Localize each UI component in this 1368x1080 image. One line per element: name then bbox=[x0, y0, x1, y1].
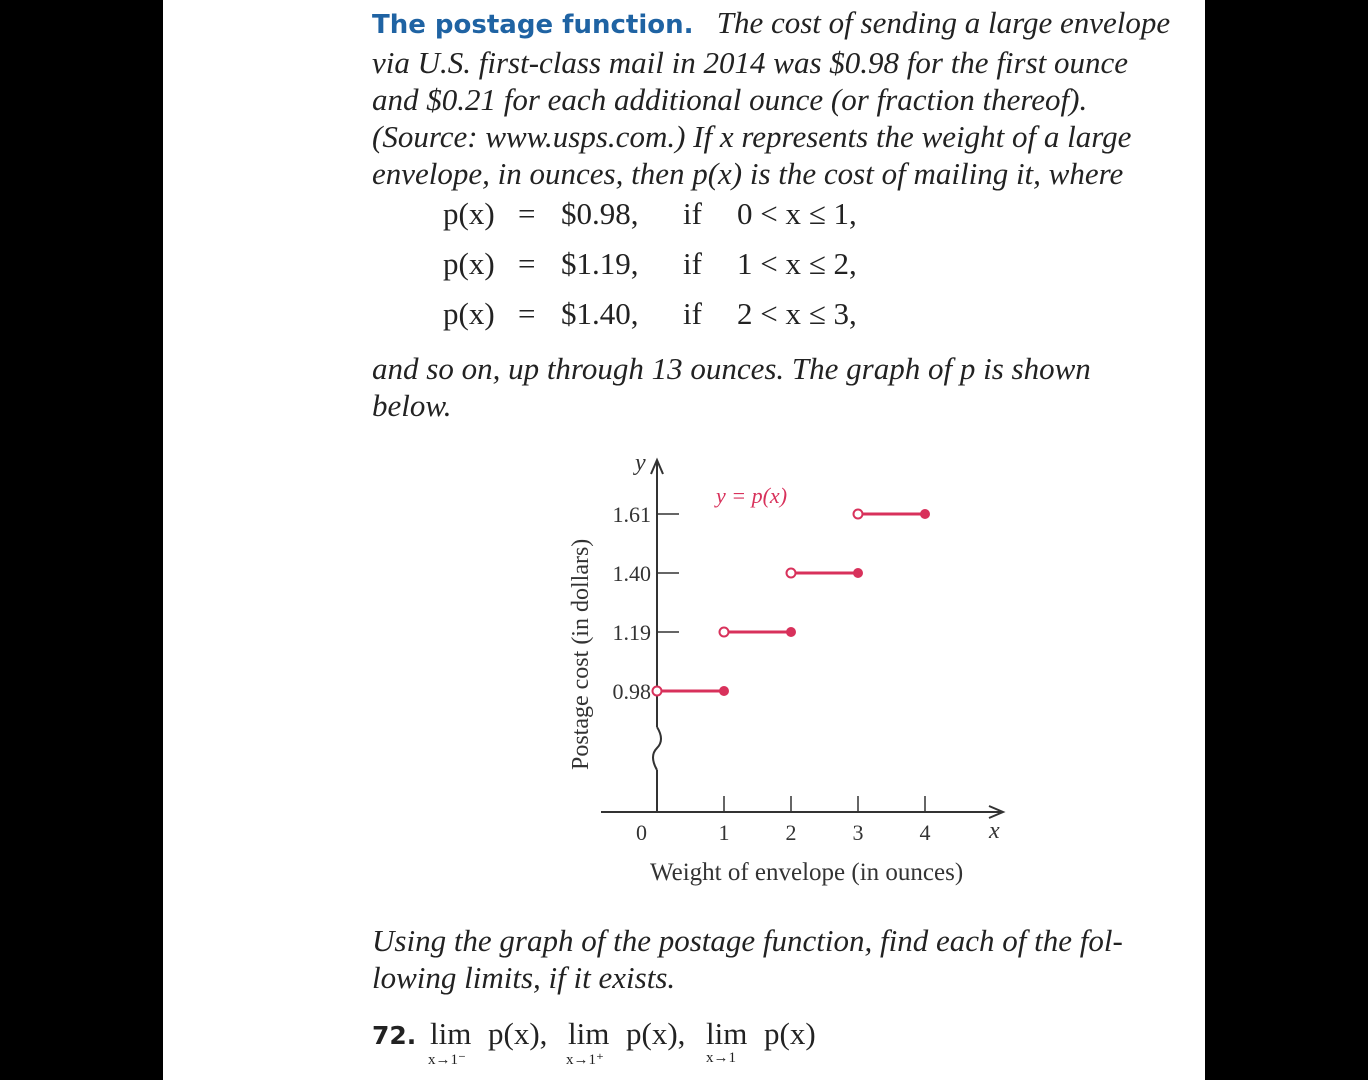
intro-text: The cost of sending a large envelope bbox=[716, 5, 1171, 40]
limit-word: lim bbox=[568, 1016, 610, 1051]
closed-endpoint bbox=[786, 627, 796, 637]
open-endpoint bbox=[653, 687, 662, 696]
limit-2 bbox=[568, 1016, 688, 1076]
case-if: if bbox=[683, 246, 702, 281]
exercise-72 bbox=[372, 1016, 816, 1068]
limit-expression: p(x) bbox=[764, 1016, 816, 1051]
case-condition: 1 < x ≤ 2, bbox=[737, 246, 857, 281]
case-function: p(x) bbox=[443, 296, 495, 331]
case-condition: 2 < x ≤ 3, bbox=[737, 296, 857, 331]
textbook-page bbox=[163, 0, 1205, 1080]
y-tick-label: 1.61 bbox=[612, 502, 651, 527]
closed-endpoint bbox=[719, 686, 729, 696]
case-condition: 0 < x ≤ 1, bbox=[737, 196, 857, 231]
followup-line: and so on, up through 13 ounces. The graph of p is shown bbox=[372, 351, 1091, 386]
y-tick-label: 1.40 bbox=[612, 561, 651, 586]
x-tick-label: 4 bbox=[919, 820, 931, 845]
origin-label: 0 bbox=[636, 820, 647, 845]
intro-line: and $0.21 for each additional ounce (or fraction thereof). bbox=[372, 82, 1088, 117]
case-equals: = bbox=[518, 296, 536, 331]
section-heading: The postage function. bbox=[372, 10, 694, 40]
case-function: p(x) bbox=[443, 246, 495, 281]
followup-line: below. bbox=[372, 388, 452, 423]
case-if: if bbox=[683, 196, 702, 231]
question-paragraph bbox=[372, 922, 1192, 996]
case-if: if bbox=[683, 296, 702, 331]
limit-word: lim bbox=[430, 1016, 472, 1051]
x-tick-label: 2 bbox=[785, 820, 797, 845]
open-endpoint bbox=[720, 628, 729, 637]
question-line: lowing limits, if it exists. bbox=[372, 960, 676, 995]
open-endpoint bbox=[854, 510, 863, 519]
intro-line: (Source: www.usps.com.) If x represents the weight of a large bbox=[372, 119, 1132, 154]
x-axis-label: Weight of envelope (in ounces) bbox=[650, 859, 964, 886]
y-axis-label: Postage cost (in dollars) bbox=[568, 538, 594, 770]
y-tick-label: 1.19 bbox=[612, 620, 651, 645]
intro-line: envelope, in ounces, then p(x) is the cost of mailing it, where bbox=[372, 156, 1124, 191]
function-label: y = p(x) bbox=[716, 483, 788, 508]
limit-subscript: x→1 bbox=[706, 1050, 736, 1066]
case-value: $1.40, bbox=[561, 296, 639, 331]
y-tick-label: 0.98 bbox=[612, 679, 651, 704]
x-axis-name: x bbox=[989, 818, 1000, 844]
case-equals: = bbox=[518, 246, 536, 281]
closed-endpoint bbox=[920, 509, 930, 519]
case-function: p(x) bbox=[443, 196, 495, 231]
limit-word: lim bbox=[706, 1016, 748, 1051]
closed-endpoint bbox=[853, 568, 863, 578]
limit-subscript: x→1⁺ bbox=[566, 1052, 604, 1068]
limit-1 bbox=[430, 1016, 550, 1076]
exercise-number: 72. bbox=[372, 1021, 417, 1050]
limit-expression: p(x), bbox=[626, 1016, 686, 1051]
question-line: Using the graph of the postage function, find each of the fol- bbox=[372, 923, 1123, 958]
x-tick-label: 3 bbox=[852, 820, 864, 845]
intro-line: via U.S. first-class mail in 2014 was $0.98 for the first ounce bbox=[372, 45, 1129, 80]
case-equals: = bbox=[518, 196, 536, 231]
limit-expression: p(x), bbox=[488, 1016, 548, 1051]
postage-step-chart bbox=[163, 0, 1205, 900]
case-value: $1.19, bbox=[561, 246, 639, 281]
axis-break-squiggle bbox=[653, 727, 661, 770]
open-endpoint bbox=[787, 569, 796, 578]
x-tick-label: 1 bbox=[718, 820, 730, 845]
case-value: $0.98, bbox=[561, 196, 639, 231]
limit-3 bbox=[706, 1016, 826, 1076]
y-axis-name: y bbox=[635, 450, 646, 476]
limit-subscript: x→1⁻ bbox=[428, 1052, 466, 1068]
